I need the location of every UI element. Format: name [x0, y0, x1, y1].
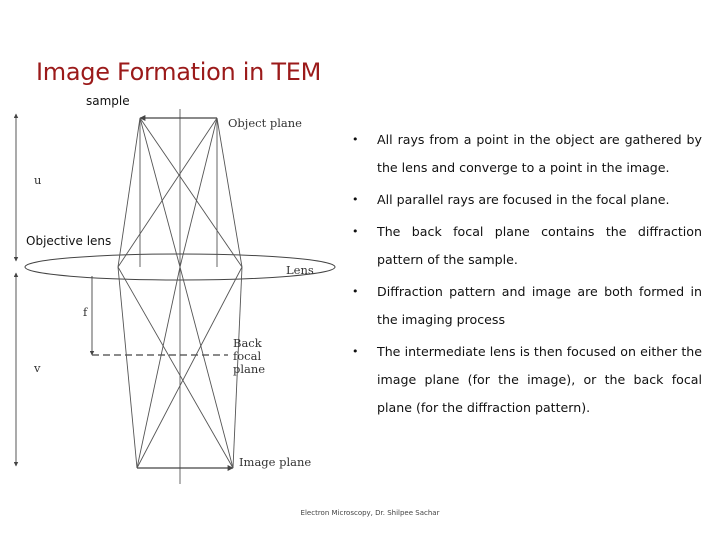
tem-ray-diagram — [10, 104, 340, 494]
bullet-item: • All parallel rays are focused in the focal plane. — [352, 186, 702, 214]
back-focal-label-line3: plane — [233, 362, 266, 376]
f-label: f — [83, 305, 88, 319]
sample-label: sample — [86, 94, 130, 108]
object-plane-label: Object plane — [228, 116, 302, 130]
bullet-item: • Diffraction pattern and image are both formed in the imaging process — [352, 278, 702, 334]
v-label: v — [34, 361, 41, 375]
u-label: u — [34, 173, 42, 187]
image-plane-label: Image plane — [239, 455, 312, 469]
slide-title: Image Formation in TEM — [36, 58, 321, 86]
back-focal-label-line1: Back — [233, 336, 262, 350]
bullet-item: • The intermediate lens is then focused on either the image plane (for the image), or the back focal plane (for the diffraction pattern). — [352, 338, 702, 422]
objective-lens-label: Objective lens — [26, 234, 112, 248]
back-focal-label-line2: focal — [233, 349, 262, 363]
parallel-rays — [140, 118, 217, 267]
bullet-item: • The back focal plane contains the diffraction pattern of the sample. — [352, 218, 702, 274]
bullet-list — [352, 126, 702, 426]
lens-label: Lens — [286, 263, 314, 277]
footer-credit: Electron Microscopy, Dr. Shilpee Sachar — [300, 509, 440, 517]
bullet-item: • All rays from a point in the object are gathered by the lens and converge to a point in the image. — [352, 126, 702, 182]
